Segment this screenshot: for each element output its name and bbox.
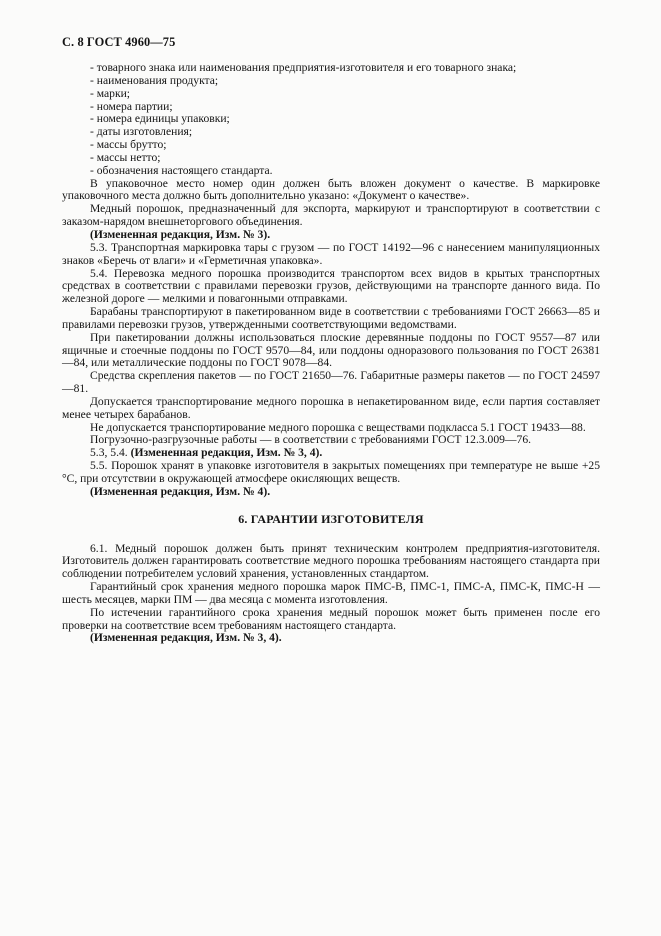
document-body <box>62 62 600 645</box>
amendment-prefix: 5.3, 5.4. <box>90 446 131 460</box>
paragraph-export: Медный порошок, предназначенный для экспорта, маркируют и транспортируют в соответствии с заказом-нарядом внешнеторгового объединения. <box>62 202 600 229</box>
paragraph-quality-document: В упаковочное место номер один должен быть вложен документ о качестве. В маркировке упаковочного места должно быть дополнительно указано: «Документ о качестве». <box>62 176 600 203</box>
paragraph-warranty-period: Гарантийный срок хранения медного порошка марок ПМС-В, ПМС-1, ПМС-А, ПМС-К, ПМС-Н — шесть месяцев, марки ПМ — два месяца с момента изготовления. <box>62 580 600 606</box>
list-item: - наименования продукта; <box>90 73 219 87</box>
list-item: - массы брутто; <box>90 138 167 152</box>
list-item: - даты изготовления; <box>90 125 193 139</box>
paragraph-not-allowed: Не допускается транспортирование медного порошка с веществами подкласса 5.1 ГОСТ 19433—88. <box>90 420 586 434</box>
list-item: - номера партии; <box>90 99 173 113</box>
amendment-note: (Измененная редакция, Изм. № 3, 4). <box>90 631 282 645</box>
paragraph-pallets: При пакетировании должны использоваться плоские деревянные поддоны по ГОСТ 9557—87 или ящичные и стоечные поддоны по ГОСТ 9570—84, или поддоны одноразового пользования по ГОСТ 26381—84, или металлические поддоны по ГОСТ 9078—84. <box>62 330 600 370</box>
list-item: - номера единицы упаковки; <box>90 112 230 126</box>
paragraph-unpacked: Допускается транспортирование медного порошка в непакетированном виде, если партия составляет менее четырех барабанов. <box>62 394 600 421</box>
paragraph-5-3: 5.3. Транспортная маркировка тары с грузом — по ГОСТ 14192—96 с нанесением манипуляционных знаков «Беречь от влаги» и «Герметичная упаковка». <box>62 240 600 267</box>
paragraph-drums: Барабаны транспортируют в пакетированном виде в соответствии с требованиями ГОСТ 26663—85 и правилами перевозки грузов, утвержденными соответствующими ведомствами. <box>62 305 600 331</box>
list-item: - марки; <box>90 86 131 100</box>
paragraph-loading: Погрузочно-разгрузочные работы — в соответствии с требованиями ГОСТ 12.3.009—76. <box>90 433 532 447</box>
list-item: - массы нетто; <box>90 150 161 164</box>
paragraph-after-warranty: По истечении гарантийного срока хранения медный порошок может быть применен после его проверки на соответствие всем требованиям настоящего стандарта. <box>62 605 600 632</box>
paragraph-6-1: 6.1. Медный порошок должен быть принят техническим контролем предприятия-изготовителя. Изготовитель должен гарантировать соответствие медного порошка требованиям настоящего стандарта при соблюдении потребителем условий хранения, установленных стандартом. <box>62 541 600 581</box>
amendment-note: (Измененная редакция, Изм. № 3). <box>90 227 271 241</box>
section-title: 6. ГАРАНТИИ ИЗГОТОВИТЕЛЯ <box>238 511 424 526</box>
paragraph-fastening: Средства скрепления пакетов — по ГОСТ 21650—76. Габаритные размеры пакетов — по ГОСТ 24597—81. <box>62 369 600 396</box>
paragraph-5-4: 5.4. Перевозка медного порошка производится транспортом всех видов в крытых транспортных средствах в соответствии с правилами перевозки грузов, действующими на транспорте данного вида. По железной дороге — мелкими и повагонными отправками. <box>62 266 600 306</box>
amendment-note: (Измененная редакция, Изм. № 3, 4). <box>130 446 323 460</box>
paragraph-5-5: 5.5. Порошок хранят в упаковке изготовителя в закрытых помещениях при температуре не выше +25 °С, при отсутствии в окружающей атмосфере окисляющих веществ. <box>62 459 600 485</box>
amendment-note: (Измененная редакция, Изм. № 4). <box>90 484 271 498</box>
marking-list <box>62 62 600 178</box>
page-header: С. 8 ГОСТ 4960—75 <box>62 35 176 49</box>
list-item: - товарного знака или наименования предприятия-изготовителя и его товарного знака; <box>90 61 517 74</box>
list-item: - обозначения настоящего стандарта. <box>90 163 273 177</box>
